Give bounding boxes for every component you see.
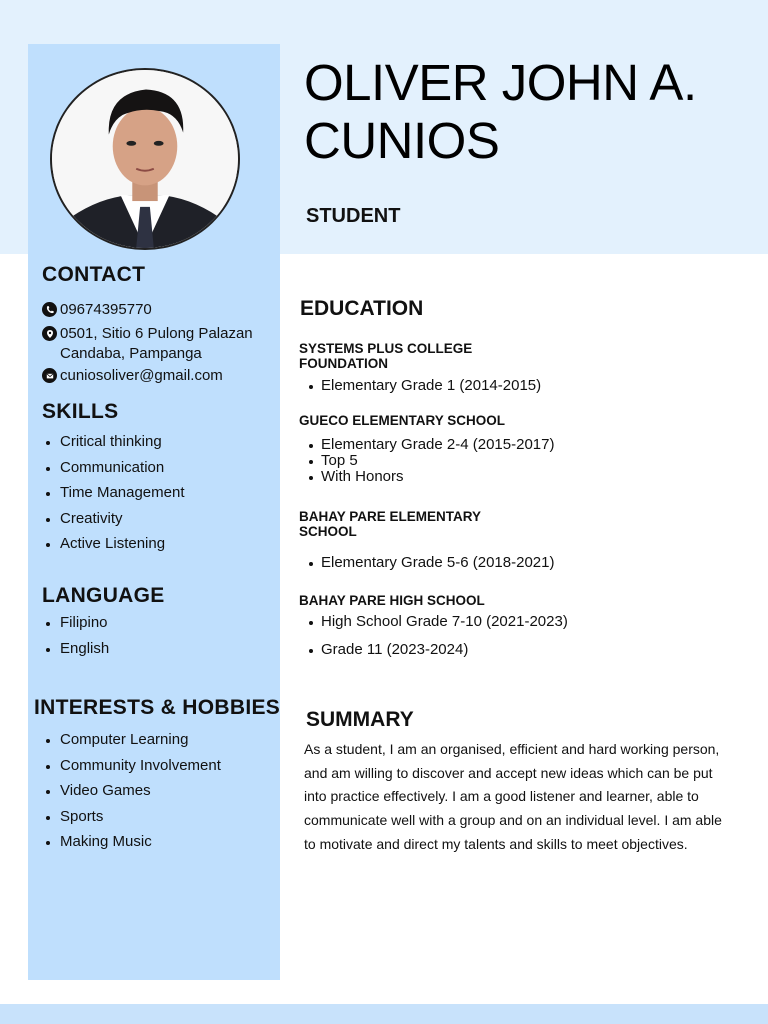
contact-address	[42, 324, 278, 364]
list-item: English	[46, 639, 109, 665]
education-heading: EDUCATION	[300, 297, 424, 320]
skills-list	[46, 432, 185, 560]
location-pin-icon	[42, 326, 57, 341]
footer-band	[0, 1004, 768, 1024]
list-item: Elementary Grade 2-4 (2015-2017)	[309, 437, 554, 453]
phone-icon	[42, 302, 57, 317]
contact-phone	[42, 300, 278, 320]
skills-heading: SKILLS	[42, 400, 119, 423]
list-item: Grade 11 (2023-2024)	[309, 642, 568, 658]
list-item: Active Listening	[46, 534, 185, 560]
interests-list	[46, 730, 221, 858]
interests-heading: INTERESTS & HOBBIES	[34, 696, 281, 719]
list-item: Elementary Grade 5-6 (2018-2021)	[309, 555, 554, 571]
job-title: STUDENT	[306, 205, 401, 227]
list-item: Creativity	[46, 509, 185, 535]
list-item: Sports	[46, 807, 221, 833]
contact-heading: CONTACT	[42, 263, 146, 286]
school-name: BAHAY PARE HIGH SCHOOL	[299, 593, 485, 608]
address-text: 0501, Sitio 6 Pulong Palazan Candaba, Pampanga	[60, 325, 253, 362]
avatar-illustration	[52, 70, 238, 248]
phone-number: 09674395770	[60, 301, 152, 318]
list-item: Filipino	[46, 613, 109, 639]
school-name: GUECO ELEMENTARY SCHOOL	[299, 413, 506, 428]
list-item: Top 5	[309, 453, 554, 469]
full-name: OLIVER JOHN A. CUNIOS	[304, 54, 697, 169]
language-list	[46, 613, 109, 664]
list-item: Communication	[46, 458, 185, 484]
list-item: With Honors	[309, 469, 554, 485]
list-item: Making Music	[46, 832, 221, 858]
school-details	[309, 614, 568, 658]
school-details	[309, 555, 554, 571]
language-heading: LANGUAGE	[42, 584, 165, 607]
school-details	[309, 378, 541, 394]
list-item: Community Involvement	[46, 756, 221, 782]
profile-photo	[50, 68, 240, 250]
contact-email	[42, 366, 278, 386]
summary-paragraph: As a student, I am an organised, efficient and hard working person, and am willing to discover and accept new ideas which can be put into practice effectively. I am a good listener and learner, able to communicate well with a group and on an individual level. I am able to motivate and direct my talents and skills to meet objectives.	[304, 741, 722, 852]
school-details	[309, 437, 554, 485]
summary-heading: SUMMARY	[306, 708, 414, 731]
list-item: Time Management	[46, 483, 185, 509]
list-item: High School Grade 7-10 (2021-2023)	[309, 614, 568, 642]
list-item: Computer Learning	[46, 730, 221, 756]
list-item: Video Games	[46, 781, 221, 807]
list-item: Critical thinking	[46, 432, 185, 458]
email-address[interactable]: cuniosoliver@gmail.com	[60, 367, 223, 384]
email-icon	[42, 368, 57, 383]
school-name: BAHAY PARE ELEMENTARY SCHOOL	[299, 509, 481, 539]
school-name: SYSTEMS PLUS COLLEGE FOUNDATION	[299, 341, 473, 371]
list-item: Elementary Grade 1 (2014-2015)	[309, 378, 541, 394]
